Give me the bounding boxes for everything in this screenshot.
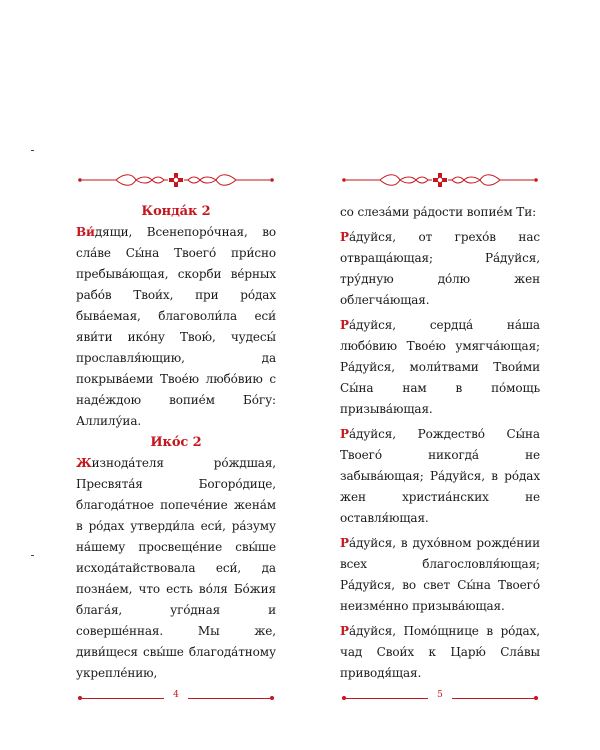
rejoice-paragraph-5 bbox=[340, 621, 540, 684]
rejoice-paragraph-1 bbox=[340, 227, 540, 311]
paragraph-body: а́дуйся, в духо́вном рожде́нии всех благословля́ющая; Ра́дуйся, во свет Сы́на Твоего́ неизме́нно призыва́ющая. bbox=[340, 536, 540, 613]
page-number: 5 bbox=[437, 690, 443, 700]
initial-letter: Р bbox=[340, 536, 349, 550]
bottom-ornament bbox=[76, 688, 276, 708]
left-page bbox=[76, 170, 276, 708]
paragraph-body: а́дуйся, от грехо́в нас отвраща́ющая; Ра́дуйся, тру́дную до́лю жен облегча́ющая. bbox=[340, 230, 540, 307]
kondak-body: дящи, Всенепоро́чная, во сла́ве Сы́на Твоего́ при́сно пребыва́ющая, скорби ве́рных рабо́в Твои́х, при ро́дах быва́емая, благоволи́ла еси́ яви́ти ико́ну Твою́, чудесы́ прославля́ющию, да покрыва́еми Твое́ю любо́вию с наде́ждою вопие́м Бо́гу: Аллилу́иа. bbox=[76, 225, 276, 428]
rejoice-paragraph-4 bbox=[340, 533, 540, 617]
top-ornament-icon bbox=[78, 170, 274, 190]
continuation-line: со слеза́ми ра́дости вопие́м Ти: bbox=[340, 205, 537, 219]
paragraph-body: а́дуйся, сердца́ на́ша любо́вию Твое́ю умягча́ющая; Ра́дуйся, моли́твами Твои́ми Сы́на нам в по́мощь призыва́ющая. bbox=[340, 318, 540, 416]
bottom-ornament bbox=[340, 688, 540, 708]
margin-mark bbox=[31, 555, 34, 556]
initial-letter: Р bbox=[340, 427, 349, 441]
ikos-initial: Ж bbox=[76, 456, 92, 470]
initial-letter: Р bbox=[340, 624, 349, 638]
ikos-body: изнода́теля ро́ждшая, Пресвята́я Богоро́дице, благода́тное попече́ние жена́м в ро́дах утверди́ла еси́, ра́зуму на́шему просвеще́ние свы́ше исхода́тайствовала еси́, да позна́ем, что есть во́ля Бо́жия блага́я, уго́дная и соверше́нная. Мы же, диви́щеся свы́ше благода́тному укрепле́нию, bbox=[76, 456, 276, 680]
ikos-paragraph bbox=[76, 453, 276, 684]
paragraph-body: а́дуйся, Рождество́ Сы́на Твоего́ никогда́ не забыва́ющая; Ра́дуйся, в ро́дах жен христиа́нских не оставля́ющая. bbox=[340, 427, 540, 525]
initial-letter: Р bbox=[340, 318, 349, 332]
kondak-initial: Ви́ bbox=[76, 225, 95, 239]
paragraph-body: а́дуйся, Помо́щнице в ро́дах, чад Свои́х к Царю́ Сла́вы приводя́щая. bbox=[340, 624, 540, 680]
right-page bbox=[340, 170, 540, 708]
left-page-text bbox=[76, 201, 276, 684]
top-ornament-icon bbox=[342, 170, 538, 190]
kondak-paragraph bbox=[76, 222, 276, 432]
rejoice-paragraph-2 bbox=[340, 315, 540, 420]
rejoice-paragraph-3 bbox=[340, 424, 540, 529]
initial-letter: Р bbox=[340, 230, 349, 244]
kondak-title: Конда́к 2 bbox=[141, 204, 211, 219]
ikos-title: Ико́с 2 bbox=[150, 435, 202, 450]
right-page-text bbox=[340, 202, 540, 684]
page-number: 4 bbox=[173, 690, 179, 700]
margin-mark bbox=[31, 150, 34, 151]
